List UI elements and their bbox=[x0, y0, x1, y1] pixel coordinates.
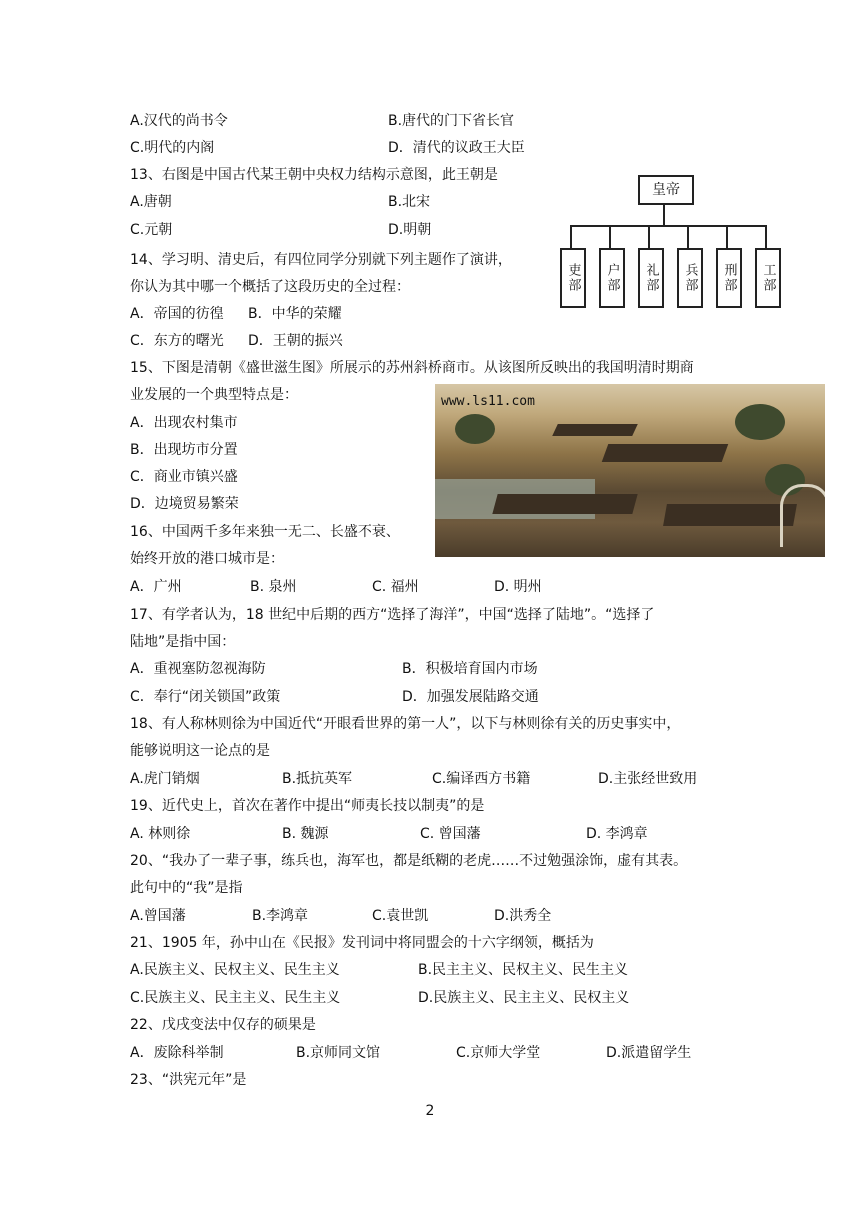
q17-stem-line1: 17、有学者认为，18 世纪中后期的西方“选择了海洋”，中国“选择了陆地”。“选择了 bbox=[130, 607, 655, 623]
q18-option-b: B.抵抗英军 bbox=[282, 771, 353, 787]
q18-option-d: D.主张经世致用 bbox=[598, 771, 698, 787]
q21-option-a: A.民族主义、民权主义、民生主义 bbox=[130, 962, 340, 978]
q19-stem: 19、近代史上，首次在著作中提出“师夷长技以制夷”的是 bbox=[130, 798, 485, 814]
q15-stem-line1: 15、下图是清朝《盛世滋生图》所展示的苏州斜桥商市。从该图所反映出的我国明清时期商 bbox=[130, 360, 694, 376]
q13-option-b: B.北宋 bbox=[388, 194, 431, 210]
central-power-structure-diagram bbox=[560, 170, 790, 315]
q12-option-a: A.汉代的尚书令 bbox=[130, 113, 228, 129]
org-chart-dept-4: 兵部 bbox=[677, 248, 703, 308]
org-chart-dept-6: 工部 bbox=[755, 248, 781, 308]
q22-option-c: C.京师大学堂 bbox=[456, 1045, 541, 1061]
q20-option-a: A.曾国藩 bbox=[130, 908, 186, 924]
q15-option-b: B．出现坊市分置 bbox=[130, 442, 238, 458]
q14-stem-line2: 你认为其中哪一个概括了这段历史的全过程： bbox=[130, 279, 410, 295]
q20-option-d: D.洪秀全 bbox=[494, 908, 552, 924]
q15-option-a: A．出现农村集市 bbox=[130, 415, 238, 431]
org-chart-dept-3: 礼部 bbox=[638, 248, 664, 308]
painting-watermark: www.ls11.com bbox=[441, 394, 535, 409]
q16-option-d: D. 明州 bbox=[494, 579, 542, 595]
q17-option-c: C．奉行“闭关锁国”政策 bbox=[130, 689, 281, 705]
q12-option-c: C.明代的内阁 bbox=[130, 140, 215, 156]
q16-stem-line1: 16、中国两千多年来独一无二、长盛不衰、 bbox=[130, 524, 400, 540]
q21-option-b: B.民主主义、民权主义、民生主义 bbox=[418, 962, 629, 978]
q13-option-c: C.元朝 bbox=[130, 222, 173, 238]
q14-option-d: D．王朝的振兴 bbox=[248, 333, 343, 349]
q16-option-a: A．广州 bbox=[130, 579, 182, 595]
q19-option-c: C. 曾国藩 bbox=[420, 826, 481, 842]
q20-stem-line1: 20、“我办了一辈子事，练兵也，海军也，都是纸糊的老虎……不过勉强涂饰，虚有其表。 bbox=[130, 853, 688, 869]
q12-option-d: D．清代的议政王大臣 bbox=[388, 140, 525, 156]
q17-option-a: A．重视塞防忽视海防 bbox=[130, 661, 266, 677]
q16-option-c: C. 福州 bbox=[372, 579, 419, 595]
q18-option-c: C.编译西方书籍 bbox=[432, 771, 531, 787]
q16-stem-line2: 始终开放的港口城市是： bbox=[130, 551, 284, 567]
q22-option-b: B.京师同文馆 bbox=[296, 1045, 381, 1061]
q18-option-a: A.虎门销烟 bbox=[130, 771, 200, 787]
q19-option-d: D. 李鸿章 bbox=[586, 826, 648, 842]
q15-option-c: C．商业市镇兴盛 bbox=[130, 469, 238, 485]
q14-option-c: C．东方的曙光 bbox=[130, 333, 224, 349]
q17-option-d: D．加强发展陆路交通 bbox=[402, 689, 539, 705]
org-chart-dept-1: 吏部 bbox=[560, 248, 586, 308]
q12-option-b: B.唐代的门下省长官 bbox=[388, 113, 515, 129]
q21-stem: 21、1905 年，孙中山在《民报》发刊词中将同盟会的十六字纲领，概括为 bbox=[130, 935, 594, 951]
q20-stem-line2: 此句中的“我”是指 bbox=[130, 880, 243, 896]
q13-option-a: A.唐朝 bbox=[130, 194, 172, 210]
q18-stem-line1: 18、有人称林则徐为中国近代“开眼看世界的第一人”，以下与林则徐有关的历史事实中， bbox=[130, 716, 681, 732]
page-number: 2 bbox=[425, 1103, 435, 1119]
q17-option-b: B．积极培育国内市场 bbox=[402, 661, 538, 677]
q17-stem-line2: 陆地”是指中国： bbox=[130, 634, 236, 650]
q13-option-d: D.明朝 bbox=[388, 222, 432, 238]
q15-stem-line2: 业发展的一个典型特点是： bbox=[130, 387, 298, 403]
org-chart-dept-2: 户部 bbox=[599, 248, 625, 308]
q14-option-b: B．中华的荣耀 bbox=[248, 306, 342, 322]
q16-option-b: B. 泉州 bbox=[250, 579, 297, 595]
q19-option-a: A. 林则徐 bbox=[130, 826, 191, 842]
org-chart-emperor: 皇帝 bbox=[638, 175, 694, 205]
q19-option-b: B. 魏源 bbox=[282, 826, 329, 842]
q14-stem-line1: 14、学习明、清史后，有四位同学分别就下列主题作了演讲， bbox=[130, 252, 512, 268]
q22-option-d: D.派遣留学生 bbox=[606, 1045, 692, 1061]
q22-stem: 22、戊戌变法中仅存的硕果是 bbox=[130, 1017, 316, 1033]
q14-option-a: A．帝国的彷徨 bbox=[130, 306, 224, 322]
org-chart-dept-5: 刑部 bbox=[716, 248, 742, 308]
q18-stem-line2: 能够说明这一论点的是 bbox=[130, 743, 270, 759]
suzhou-market-painting bbox=[435, 384, 825, 557]
q23-stem: 23、“洪宪元年”是 bbox=[130, 1072, 247, 1088]
q21-option-d: D.民族主义、民主主义、民权主义 bbox=[418, 990, 630, 1006]
q20-option-b: B.李鸿章 bbox=[252, 908, 309, 924]
q20-option-c: C.袁世凯 bbox=[372, 908, 429, 924]
q21-option-c: C.民族主义、民主主义、民生主义 bbox=[130, 990, 341, 1006]
q15-option-d: D．边境贸易繁荣 bbox=[130, 496, 239, 512]
q13-stem: 13、右图是中国古代某王朝中央权力结构示意图，此王朝是 bbox=[130, 167, 498, 183]
q22-option-a: A．废除科举制 bbox=[130, 1045, 224, 1061]
